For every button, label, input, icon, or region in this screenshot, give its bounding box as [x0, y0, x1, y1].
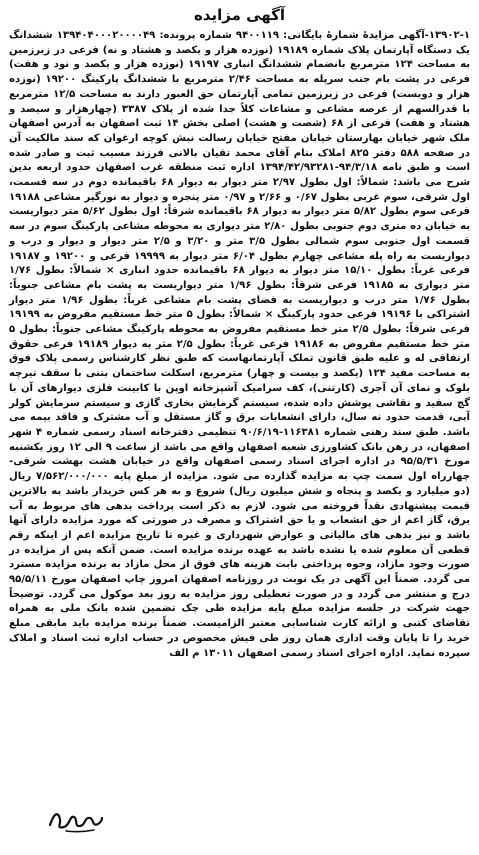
notice-body: [9, 29, 470, 661]
handwritten-signature-icon: [44, 805, 106, 835]
notice-paragraph: ۱۳۹۰۲-۱-آگهی مزایدهٔ شمارهٔ بایگانی: ۹۴۰۰۱۱۹ شماره پرونده: ۱۳۹۴۰۴۰۰۰۲۰۰۰۰۴۹ ششدانگ یک دستگاه آپارتمان پلاک شماره ۱۹۱۸۹ (نوزده هزار و یکصد و هشتاد و نه) فرعی در زیرزمین به مساحت ۱۲۴ مترمربع بانضمام ششدانگ انباری ۱۹۱۹۷ (نوزده هزار و یکصد و نود و هفت) فرعی در پشت بام جنب سرپله به مساحت ۲/۴۶ مترمربع با ششدانگ پارکینگ ۱۹۲۰۰ (نوزده هزار و دویست) فرعی در زیرزمین تمامی آپارتمان حق العبور دارند به مساحت ۱۲/۵ مترمربع با قدرالسهم از عرصه مشاعی و مشاعات کلاً جدا شده از پلاک ۳۳۸۷ (چهارهزار و سیصد و هشتاد و هفت) فرعی از ۶۸ (شصت و هشت) اصلی بخش ۱۴ ثبت اصفهان به آدرس اصفهان ملک شهر خیابان بهارستان خیابان مفتح خیابان رسالت نبش کوچه ارغوان که سند مالکیت آن در صفحه ۵۸۸ دفتر ۸۲۵ املاک بنام آقای محمد تقیان بالانی فرزند مسیب ثبت و صادر شده است و طبق نامه ۹۴/۳/۱۸-۱۳۹۴/۴۲/۹۳۲۸۱ اداره ثبت منطقه غرب اصفهان حدود اربعه بدین شرح می باشد: شمالاً: اول بطول ۲/۹۷ متر دیوار به دیوار ۶۸ باقیمانده دوم در سه قسمت، اول شرقی، سوم غربی بطول ۰/۶۷ و ۲/۶۶ و ۰/۹۷ متر پنجره و دیوار به نورگیر مشاعی ۱۹۱۸۸ فرعی سوم بطول ۵/۸۲ متر دیوار به دیوار ۶۸ باقیمانده شرقاً: اول بطول ۵/۶۲ متر دیواریست به خیابان ده متری دوم جنوبی بطول ۲/۸۰ متر دیواری به محوطه مشاعی پارکینگ سوم در سه قسمت اول جنوبی سوم شمالی بطول ۳/۵ متر و ۳/۲۰ و ۲/۵ متر دیوار و دیوار و درب و دیواریست به راه پله مشاعی چهارم بطول ۶/۰۴ متر دیوار به ۱۹۹۹۹ فرعی و ۱۹۲۰۰ و ۱۹۱۸۷ فرعی غرباً: بطول ۱۵/۱۰ متر دیوار به دیوار ۶۸ باقیمانده حدود انباری × شمالاً: بطول ۱/۷۶ متر دیواری به ۱۹۱۸۵ فرعی شرقاً: بطول ۱/۹۶ متر دیواریست به پشت بام مشاعی جنوباً: بطول ۱/۷۶ متر درب و دیواریست به فضای پشت بام مشاعی غرباً: بطول ۱/۹۶ متر دیوار اشتراکی با ۱۹۱۹۶ فرعی حدود پارکینگ × شمالاً: بطول ۵ متر خط مستقیم مفروض به ۱۹۱۹۹ فرعی شرقاً: بطول ۲/۵ متر خط مستقیم مفروض به محوطه پارکینگ مشاعی جنوباً: بطول ۵ متر خط مستقیم مفروض به ۱۹۱۸۶ فرعی غرباً: بطول ۲/۵ متر به دیوار ۱۹۱۸۹ فرعی حقوق ارتفاقی له و علیه طبق قانون تملک آپارتمانهاست که طبق نظر کارشناس رسمی پلاک فوق به مساحت مفید ۱۲۴ (یکصد و بیست و چهار) مترمربع، اسکلت ساختمان بتنی با سقف تیرچه بلوک و نمای آن آجری (کارتنی)، کف سرامیک آشپزخانه اوپن با کابینت فلزی دیوارهای آن با گچ سفید و نقاشی پوشش داده شده، سیستم گرمایش بخاری گازی و سیستم سرمایش کولر آبی، قدمت حدود نه سال، دارای انشعابات برق و گاز مستقل و آب مشترک و فاقد بیمه می باشد. طبق سند رهنی شماره ۱۱۶۳۸۱-۹۰/۶/۱۹ تنظیمی دفترخانه اسناد رسمی شماره ۴ شهر اصفهان، در رهن بانک کشاورزی شعبه اصفهان واقع می باشد از ساعت ۹ الی ۱۲ روز یکشنبه مورخ ۹۵/۵/۳۱ در اداره اجرای اسناد رسمی اصفهان واقع در خیابان هشت بهشت شرقی- چهارراه اول سمت چپ به مزایده گذارده می شود. مزایده از مبلغ پایه ۷/۵۶۲/۰۰۰/۰۰۰ ریال (دو میلیارد و یکصد و پنجاه و شش میلیون ریال) شروع و به هر کس خریدار باشد به بالاترین قیمت پیشنهادی نقداً فروخته می شود. لازم به ذکر است پرداخت بدهی های مربوط به آب برق، گاز اعم از حق انشعاب و یا حق اشتراک و مصرف در صورتی که مورد مزایده دارای آنها باشد و نیز بدهی های مالیاتی و عوارض شهرداری و غیره تا تاریخ مزایده اعم از اینکه رقم قطعی آن معلوم شده یا نشده باشد به عهده برنده مزایده است. ضمن آنکه پس از مزایده در صورت وجود مازاد، وجوه پرداختی بابت هزینه های فوق از محل مازاد به برنده مزایده مسترد می گردد. ضمناً این آگهی در یک نوبت در روزنامه اصفهان امروز چاپ اصفهان مورخ ۹۵/۵/۱۱ درج و منتشر می گردد و در صورت تعطیلی روز مزایده به روز بعد موکول می گردد. توضیحاً جهت شرکت در جلسه مزایده مبلغ پایه مزایده طی چک تضمین شده بانک ملی به همراه تقاضای کتبی و ارائه کارت شناسایی معتبر الزامیست. ضمناً برنده مزایده باید مابقی مبلغ خرید را تا پایان وقت اداری همان روز طی فیش مخصوص در حساب اداره ثبت اسناد و املاک سپرده نماید. اداره اجرای اسناد رسمی اصفهان ۱۳۰۱۱ م الف: [9, 30, 471, 659]
notice-title: آگهی مزایده: [193, 6, 286, 24]
